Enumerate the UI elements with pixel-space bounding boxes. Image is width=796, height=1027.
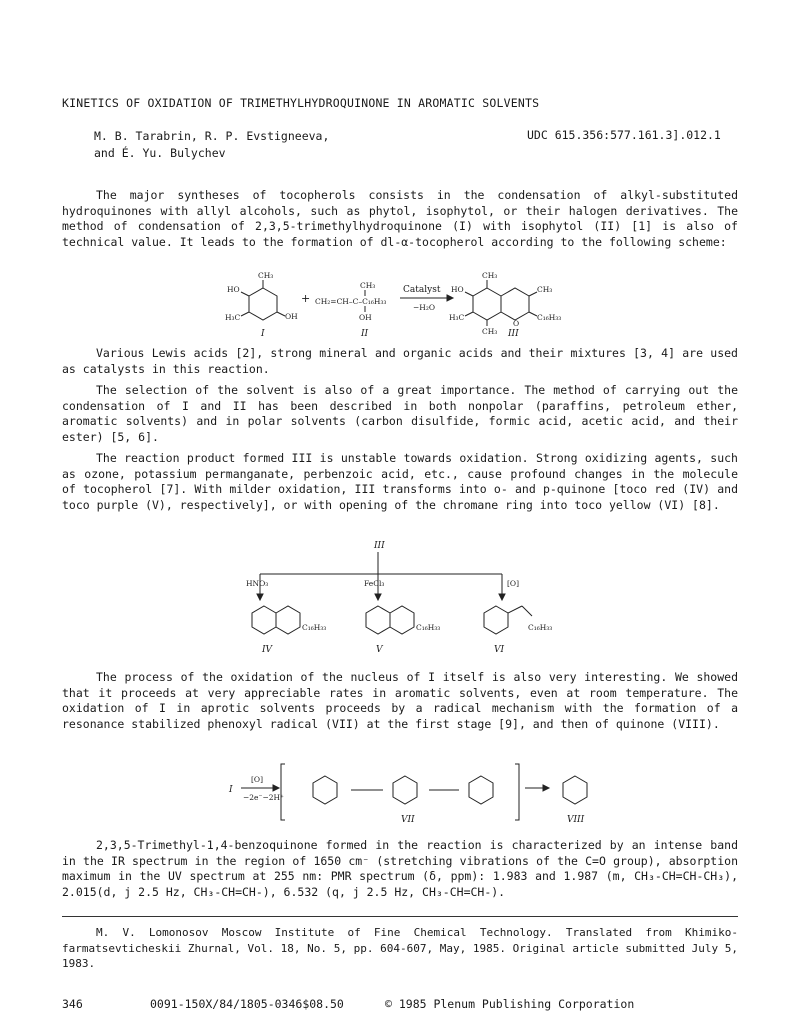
paragraph-2 [62,346,738,377]
paragraph-6 [62,838,738,900]
hydroquinone-ring [249,288,277,320]
ch3-label: CH₃ [482,327,498,336]
fecl3-reagent: FeCl₃ [364,579,385,588]
h3c-label: H₃C [225,313,241,322]
compound-label-ii: II [361,329,369,339]
electron-loss-label: −2e⁻−2H⁺ [243,793,285,802]
authors [94,128,329,162]
footnote [62,925,738,972]
paragraph-3-text: The selection of the solvent is also of a great importance. The method of carrying out the condensation of I and II has been described in both nonpolar (paraffins, petroleum ether, aromatic solvents) and in polar solvents (carbon disulfide, formic acid, acetic acid, and their ester) [5, 6]. [62,383,738,444]
condensation-scheme [225,268,585,340]
chromane-aromatic-ring [473,288,501,320]
toco-purple-ring [366,606,390,634]
udc-code: UDC 615.356:577.161.3].012.1 [527,128,721,142]
oh-label: OH [359,313,372,322]
compound-label-vii: VII [401,815,415,825]
ring-oxygen-label: O [513,319,520,328]
c16h33-label: C₁₆H₃₃ [302,623,327,632]
toco-red-ring [252,606,276,634]
chromane-pyran-ring [501,288,529,320]
ho-label: HO [451,285,464,294]
radical-ring-3 [469,776,493,804]
tocopherol-oxidation-scheme [240,538,560,656]
scheme2-start-label: III [374,541,385,551]
ch3-label: CH₃ [537,285,553,294]
copyright: © 1985 Plenum Publishing Corporation [385,997,635,1011]
paragraph-4-text: The reaction product formed III is unstable towards oxidation. Strong oxidizing agents, such as ozone, potassium permanganate, perbenzoic acid, etc., cause profound changes in the molecule of tocopherol [7]. With milder oxidation, III transforms into o- and p-quinone [toco red (IV) and toco purple (V), respectively], or with opening of the chromane ring into toco yellow (VI) [8]. [62,451,738,512]
page-number: 346 [62,997,83,1011]
paragraph-2-text: Various Lewis acids [2], strong mineral and organic acids and their mixtures [3, 4] are used as catalysts in this reaction. [62,346,738,376]
oxidant-reagent: [O] [251,775,264,784]
footnote-divider [62,916,738,917]
compound-label-vi: VI [494,645,505,655]
toco-yellow-ring [484,606,508,634]
oxidant-reagent: [O] [507,579,520,588]
h3c-label: H₃C [449,313,465,322]
paragraph-3 [62,383,738,445]
authors-line-2: and É. Yu. Bulychev [94,146,226,160]
plus-sign: + [301,292,311,305]
scheme3-start-label: I [229,785,233,795]
paragraph-1 [62,188,738,250]
ch3-label: CH₃ [258,271,274,280]
compound-label-iv: IV [262,645,273,655]
c16h33-label: C₁₆H₃₃ [537,313,562,322]
compound-label-v: V [376,645,383,655]
c16h33-label: C₁₆H₃₃ [416,623,441,632]
paragraph-4 [62,451,738,513]
hno3-reagent: HNO₃ [246,579,269,588]
paragraph-1-text: The major syntheses of tocopherols consists in the condensation of alkyl-substituted hydroquinones with allyl alcohols, such as phytol, isophytol, or their halogen derivatives. The method of condensation of 2,3,5-trimethylhydroquinone (I) with isophytol (II) [1] is also of technical value. It leads to the formation of dl-α-tocopherol according to the following scheme: [62,188,738,249]
radical-ring-2 [393,776,417,804]
minus-water-label: −H₂O [413,303,435,312]
compound-label-iii: III [508,329,519,339]
article-title: KINETICS OF OXIDATION OF TRIMETHYLHYDROQUINONE IN AROMATIC SOLVENTS [62,96,540,110]
footnote-text: M. V. Lomonosov Moscow Institute of Fine Chemical Technology. Translated from Khimiko-farmatsevticheskii Zhurnal, Vol. 18, No. 5, pp. 604-607, May, 1985. Original article submitted July 5, 1983. [62,926,738,970]
radical-ring-1 [313,776,337,804]
paragraph-6-text: 2,3,5-Trimethyl-1,4-benzoquinone formed in the reaction is characterized by an intense band in the IR spectrum in the region of 1650 cm⁻ (stretching vibrations of the C=O group), absorption maximum in the UV spectrum at 255 nm: PMR spectrum (δ, ppm): 1.983 and 1.987 (m, CH₃-CH=CH-CH₃), 2.015(d, j 2.5 Hz, CH₃-CH=CH-), 6.532 (q, j 2.5 Hz, CH₃-CH=CH-). [62,838,738,899]
radical-oxidation-scheme [225,758,605,830]
paragraph-5 [62,670,738,732]
c16h33-label: C₁₆H₃₃ [528,623,553,632]
compound-label-viii: VIII [567,815,585,825]
compound-label-i: I [261,329,265,339]
article-code: 0091-150X/84/1805-0346$08.50 [150,997,344,1011]
ch3-label: CH₃ [360,281,376,290]
paragraph-5-text: The process of the oxidation of the nucleus of I itself is also very interesting. We showed that it proceeds at very appreciable rates in aromatic solvents, even at room temperature. The oxidation of I in aprotic solvents proceeds by a radical mechanism with the formation of a resonance stabilized phenoxyl radical (VII) at the first stage [9], and then of quinone (VIII). [62,670,738,731]
oh-label: OH [285,312,298,321]
ho-label: HO [227,285,240,294]
quinone-ring [563,776,587,804]
ch3-label: CH₃ [482,271,498,280]
isophytol-formula: CH₂=CH–C–C₁₆H₃₃ [315,297,387,306]
authors-line-1: M. B. Tarabrin, R. P. Evstigneeva, [94,129,330,143]
catalyst-label: Catalyst [403,285,441,295]
